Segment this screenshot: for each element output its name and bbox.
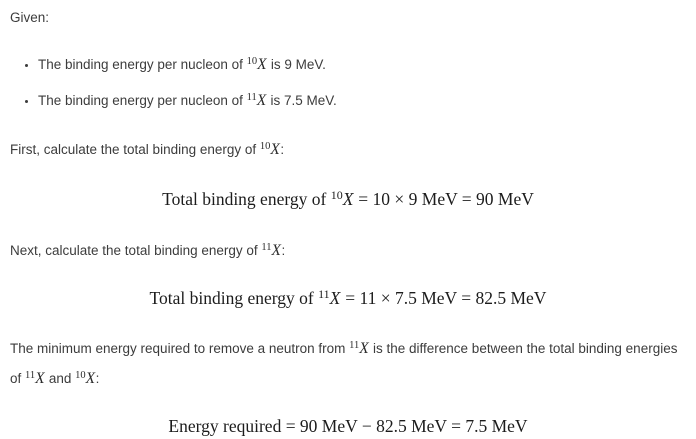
equation-text-pre: Total binding energy of — [162, 189, 331, 209]
equation-energy-required: Energy required = 90 MeV − 82.5 MeV = 7.5 MeV — [168, 416, 528, 436]
conclusion-text-2: is the difference between the total binding energies of — [10, 341, 678, 386]
bullet-binding-energy-x11 — [38, 91, 686, 113]
mass-number: 10 — [246, 55, 258, 67]
bullet-text-post: is 9 MeV. — [267, 57, 326, 72]
given-heading: Given: — [10, 10, 50, 25]
element-symbol: X — [270, 141, 281, 158]
conclusion-text-3: and — [45, 371, 76, 386]
inline-math-x11 — [349, 340, 369, 357]
element-symbol: X — [271, 242, 282, 259]
mass-number: 11 — [349, 339, 360, 351]
element-symbol: X — [329, 288, 341, 308]
equation-text-post: = 11 × 7.5 MeV = 82.5 MeV — [340, 288, 547, 308]
inline-math-x11 — [247, 92, 267, 109]
bullet-binding-energy-x10 — [38, 55, 686, 77]
bullet-text-pre: The binding energy per nucleon of — [38, 57, 247, 72]
conclusion-paragraph — [10, 335, 686, 395]
element-symbol: X — [342, 189, 354, 209]
equation-total-binding-energy-x10 — [10, 186, 686, 214]
step1-intro — [10, 140, 686, 162]
mass-number: 11 — [318, 287, 330, 301]
equation-total-binding-energy-x11 — [10, 285, 686, 313]
element-symbol: X — [257, 56, 268, 73]
bullet-text-post: is 7.5 MeV. — [266, 93, 337, 108]
inline-math-x11 — [25, 370, 45, 387]
given-list — [10, 55, 686, 113]
step2-text-pre: Next, calculate the total binding energy of — [10, 243, 262, 258]
equation-text-post: = 10 × 9 MeV = 90 MeV — [353, 189, 534, 209]
conclusion-text-1: The minimum energy required to remove a neutron from — [10, 341, 350, 356]
mass-number: 10 — [75, 369, 86, 381]
inline-math-x10 — [260, 141, 280, 158]
mass-number: 11 — [246, 91, 257, 103]
step1-text-pre: First, calculate the total binding energy of — [10, 142, 260, 157]
step2-text-post: : — [281, 243, 286, 258]
element-symbol: X — [256, 92, 267, 109]
mass-number: 10 — [330, 188, 343, 202]
inline-math-x10 — [247, 56, 267, 73]
element-symbol: X — [359, 340, 370, 357]
mass-number: 10 — [259, 140, 271, 152]
mass-number: 11 — [261, 241, 272, 253]
inline-math-x10 — [75, 370, 95, 387]
element-symbol: X — [35, 370, 46, 387]
inline-math-x11 — [261, 242, 281, 259]
step1-text-post: : — [280, 142, 285, 157]
conclusion-text-4: : — [95, 371, 100, 386]
bullet-text-pre: The binding energy per nucleon of — [38, 93, 247, 108]
step2-intro — [10, 241, 686, 263]
equation-text-pre: Total binding energy of — [149, 288, 319, 308]
mass-number: 11 — [25, 369, 36, 381]
element-symbol: X — [85, 370, 96, 387]
